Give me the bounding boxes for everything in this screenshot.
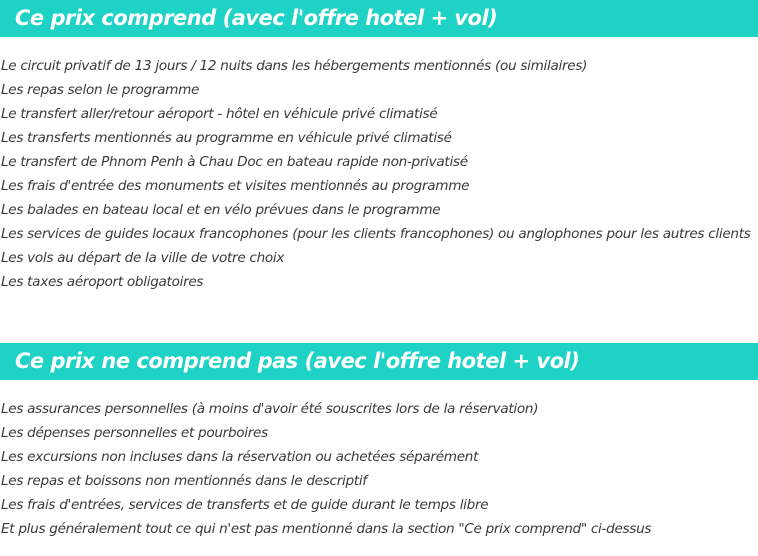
list-item: Les excursions non incluses dans la réservation ou achetées séparément [1, 449, 479, 465]
excluded-section [0, 343, 758, 541]
excluded-heading: Ce prix ne comprend pas (avec l'offre hotel + vol) [0, 343, 758, 380]
list-item: Les repas selon le programme [1, 82, 200, 98]
list-item: Les balades en bateau local et en vélo prévues dans le programme [1, 202, 441, 218]
list-item: Les repas et boissons non mentionnés dans le descriptif [1, 473, 367, 489]
list-item: Les services de guides locaux francophones (pour les clients francophones) ou anglophones pour les autres clients [1, 226, 751, 242]
list-item: Le circuit privatif de 13 jours / 12 nuits dans les hébergements mentionnés (ou similaires) [1, 58, 588, 74]
list-item: Les transferts mentionnés au programme en véhicule privé climatisé [1, 130, 452, 146]
list-item: Les dépenses personnelles et pourboires [1, 425, 268, 441]
list-item: Les vols au départ de la ville de votre choix [1, 250, 285, 266]
list-item: Les frais d'entrée des monuments et visites mentionnés au programme [1, 178, 470, 194]
list-item: Le transfert aller/retour aéroport - hôtel en véhicule privé climatisé [1, 106, 438, 122]
included-list [0, 54, 758, 294]
list-item: Le transfert de Phnom Penh à Chau Doc en bateau rapide non-privatisé [1, 154, 468, 170]
list-item: Les frais d'entrées, services de transferts et de guide durant le temps libre [1, 497, 489, 513]
list-item: Les taxes aéroport obligatoires [1, 274, 204, 290]
excluded-list [0, 397, 758, 541]
list-item: Les assurances personnelles (à moins d'avoir été souscrites lors de la réservation) [1, 401, 539, 417]
list-item: Et plus généralement tout ce qui n'est pas mentionné dans la section "Ce prix comprend" ci-dessus [1, 521, 652, 537]
included-heading: Ce prix comprend (avec l'offre hotel + vol) [0, 0, 758, 37]
